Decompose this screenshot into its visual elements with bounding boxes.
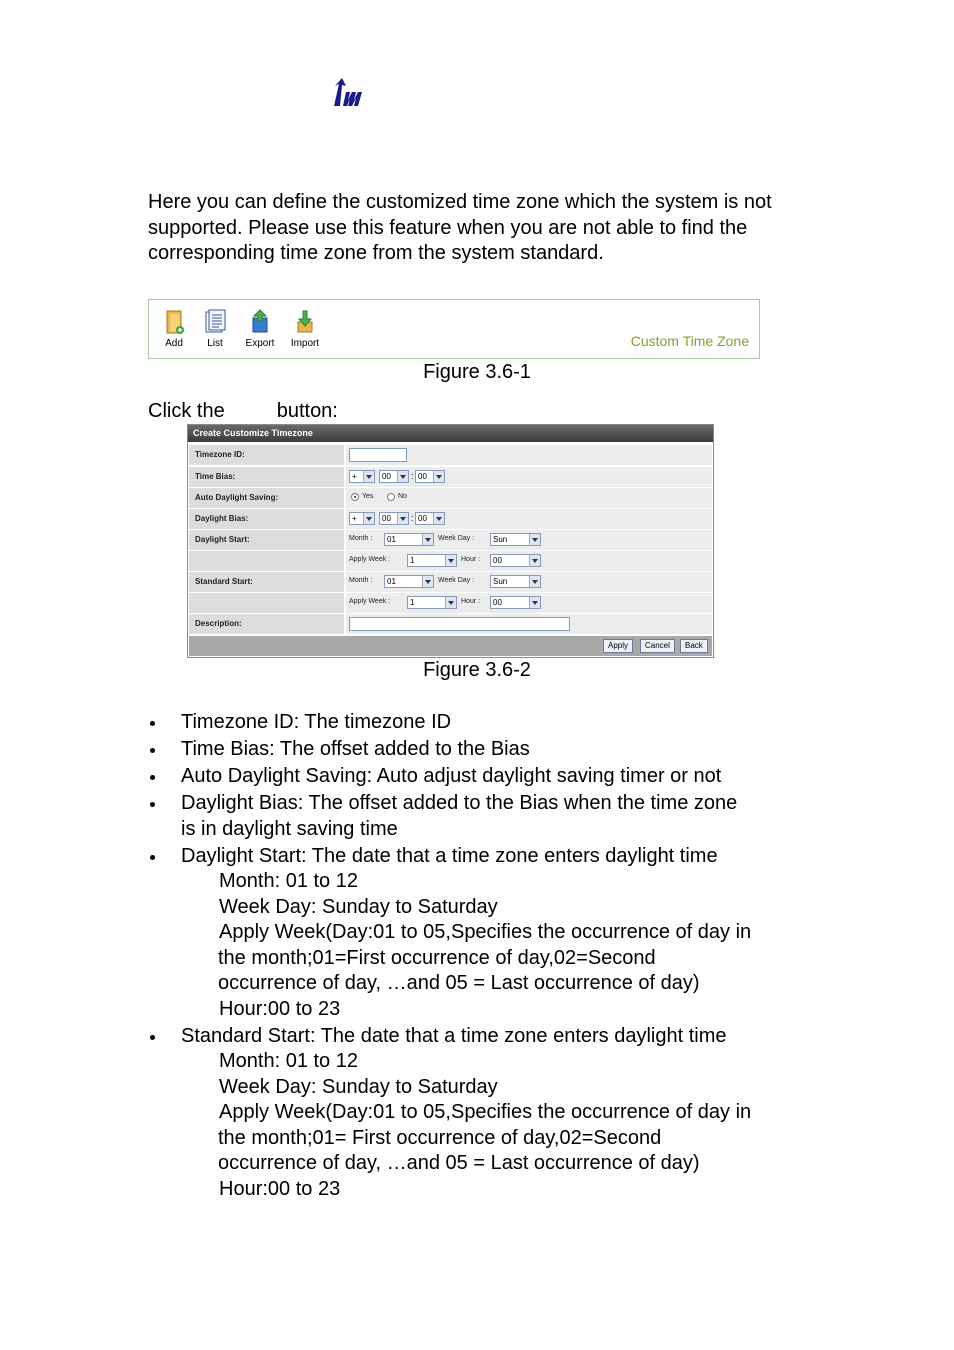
auto-daylight-yes-radio[interactable] <box>351 493 359 501</box>
row-daylight-start <box>189 530 712 550</box>
list-item: Standard Start: The date that a time zone enters daylight time <box>148 1024 848 1050</box>
export-label: Export <box>245 338 275 349</box>
daylight-weekday-label: Week Day : <box>438 535 475 542</box>
toolbar-title: Custom Time Zone <box>630 333 749 349</box>
time-bias-minutes-select[interactable] <box>415 470 445 483</box>
back-button[interactable]: Back <box>680 639 708 653</box>
sub-item: Month: 01 to 12 <box>219 1050 358 1072</box>
add-label: Add <box>165 338 183 349</box>
standard-apply-week-value: 1 <box>410 598 415 607</box>
daylight-month-value: 01 <box>387 535 396 544</box>
time-bias-sign-select[interactable] <box>349 470 375 483</box>
daylight-bias-label: Daylight Bias: <box>189 509 345 529</box>
standard-weekday-value: Sun <box>493 577 508 586</box>
daylight-bias-minutes-select[interactable] <box>415 512 445 525</box>
bullet-icon <box>150 748 155 753</box>
daylight-bias-hours-select[interactable] <box>379 512 409 525</box>
chevron-down-icon <box>363 471 374 482</box>
row-standard-start <box>189 572 712 592</box>
bullet-icon <box>150 802 155 807</box>
list-label: List <box>207 338 223 349</box>
row-daylight-bias: Daylight Bias: + 00 : 00 <box>189 509 712 529</box>
chevron-down-icon <box>422 534 433 545</box>
add-button[interactable] <box>154 308 194 350</box>
chevron-down-icon <box>445 597 456 608</box>
time-bias-label: Time Bias: <box>189 467 345 487</box>
toolbar-figure <box>148 299 760 359</box>
chevron-down-icon <box>529 534 540 545</box>
row-daylight-start-2 <box>189 551 712 571</box>
daylight-hour-value: 00 <box>493 556 502 565</box>
row-auto-daylight <box>189 488 712 508</box>
chevron-down-icon <box>422 576 433 587</box>
daylight-bias-sign-value: + <box>352 514 357 523</box>
field-description-list <box>148 710 848 1202</box>
export-button[interactable] <box>240 308 280 350</box>
sub-item: Apply Week(Day:01 to 05,Specifies the occurrence of day in <box>219 1101 752 1123</box>
list-item: Time Bias: The offset added to the Bias <box>148 737 848 763</box>
bullet-icon <box>150 1035 155 1040</box>
daylight-hour-select[interactable] <box>490 554 541 567</box>
timezone-id-input[interactable] <box>349 448 407 462</box>
standard-weekday-label: Week Day : <box>438 577 475 584</box>
daylight-weekday-value: Sun <box>493 535 508 544</box>
sub-item: Hour:00 to 23 <box>219 1177 341 1200</box>
time-bias-hours-select[interactable] <box>379 470 409 483</box>
chevron-down-icon <box>433 471 444 482</box>
bullet-icon <box>150 721 155 726</box>
bullet-icon <box>150 855 155 860</box>
sub-item: Month: 01 to 12 <box>219 870 358 892</box>
list-item: Timezone ID: The timezone ID <box>148 710 848 736</box>
standard-hour-label: Hour : <box>461 598 481 605</box>
chevron-down-icon <box>433 513 444 524</box>
cancel-button[interactable]: Cancel <box>640 639 675 653</box>
daylight-hour-label: Hour : <box>461 556 481 563</box>
standard-start-label: Standard Start: <box>189 572 345 592</box>
chevron-down-icon <box>529 555 540 566</box>
sub-item-cont: occurrence of day, …and 05 = Last occurrence of day) <box>218 972 700 994</box>
form-header: Create Customize Timezone <box>188 425 713 442</box>
auto-daylight-yes-label: Yes <box>362 493 374 500</box>
create-timezone-form <box>187 424 714 658</box>
daylight-apply-week-value: 1 <box>410 556 415 565</box>
document-list-icon <box>202 308 228 336</box>
import-label: Import <box>290 338 320 349</box>
daylight-start-label: Daylight Start: <box>189 530 345 550</box>
click-instruction <box>148 400 338 423</box>
row-standard-start-2 <box>189 593 712 613</box>
standard-hour-value: 00 <box>493 598 502 607</box>
standard-month-value: 01 <box>387 577 396 586</box>
standard-month-label: Month : <box>349 577 373 584</box>
list-item: Daylight Start: The date that a time zone enters daylight time <box>148 844 848 870</box>
auto-daylight-no-radio[interactable] <box>387 493 395 501</box>
chevron-down-icon <box>445 555 456 566</box>
row-description <box>189 614 712 634</box>
timezone-id-label: Timezone ID: <box>189 445 345 465</box>
auto-daylight-no-label: No <box>398 493 407 500</box>
auto-daylight-label: Auto Daylight Saving: <box>189 488 345 508</box>
daylight-weekday-select[interactable] <box>490 533 541 546</box>
sub-item-cont: the month;01=First occurrence of day,02=Second <box>218 946 656 969</box>
standard-apply-week-select[interactable] <box>407 596 457 609</box>
description-label: Description: <box>189 614 345 634</box>
daylight-month-select[interactable] <box>384 533 434 546</box>
company-logo-icon <box>332 78 368 108</box>
row-timezone-id <box>189 445 712 465</box>
standard-weekday-select[interactable] <box>490 575 541 588</box>
daylight-bias-sign-select[interactable] <box>349 512 375 525</box>
figure-2-caption: Figure 3.6-2 <box>423 659 531 681</box>
export-icon <box>247 308 273 336</box>
chevron-down-icon <box>363 513 374 524</box>
sub-item: Hour:00 to 23 <box>219 997 341 1020</box>
daylight-apply-week-label: Apply Week : <box>349 556 391 563</box>
click-text-after: button: <box>276 400 338 422</box>
description-input[interactable] <box>349 617 570 631</box>
sub-item: Week Day: Sunday to Saturday <box>219 1075 498 1098</box>
row-time-bias: Time Bias: + 00 : 00 <box>189 467 712 487</box>
time-bias-hours-value: 00 <box>382 472 391 481</box>
daylight-bias-hours-value: 00 <box>382 514 391 523</box>
list-button[interactable] <box>195 308 235 350</box>
intro-paragraph: Here you can define the customized time zone which the system is not supported. Please use this feature when you are not able to find the corresponding time zone from the system standard. <box>148 191 772 264</box>
import-icon <box>292 308 318 336</box>
daylight-bias-minutes-value: 00 <box>418 514 427 523</box>
chevron-down-icon <box>529 597 540 608</box>
figure-1-caption: Figure 3.6-1 <box>423 361 531 383</box>
daylight-apply-week-select[interactable] <box>407 554 457 567</box>
sub-item-cont: occurrence of day, …and 05 = Last occurrence of day) <box>218 1152 700 1174</box>
folder-add-icon <box>161 308 187 336</box>
form-footer <box>189 636 712 656</box>
chevron-down-icon <box>397 471 408 482</box>
apply-button[interactable]: Apply <box>603 639 633 653</box>
bullet-icon <box>150 775 155 780</box>
chevron-down-icon <box>529 576 540 587</box>
sub-item-cont: the month;01= First occurrence of day,02=Second <box>218 1126 662 1149</box>
time-bias-minutes-value: 00 <box>418 472 427 481</box>
import-button[interactable] <box>285 308 325 350</box>
time-bias-sign-value: + <box>352 472 357 481</box>
standard-month-select[interactable] <box>384 575 434 588</box>
chevron-down-icon <box>397 513 408 524</box>
standard-apply-week-label: Apply Week : <box>349 598 391 605</box>
standard-hour-select[interactable] <box>490 596 541 609</box>
sub-item: Apply Week(Day:01 to 05,Specifies the occurrence of day in <box>219 921 752 943</box>
sub-item: Week Day: Sunday to Saturday <box>219 895 498 918</box>
list-item: Auto Daylight Saving: Auto adjust daylight saving timer or not <box>148 764 848 790</box>
list-item: Daylight Bias: The offset added to the Bias when the time zone is in daylight saving time <box>148 791 848 842</box>
click-text-before: Click the <box>148 400 225 422</box>
daylight-month-label: Month : <box>349 535 373 542</box>
